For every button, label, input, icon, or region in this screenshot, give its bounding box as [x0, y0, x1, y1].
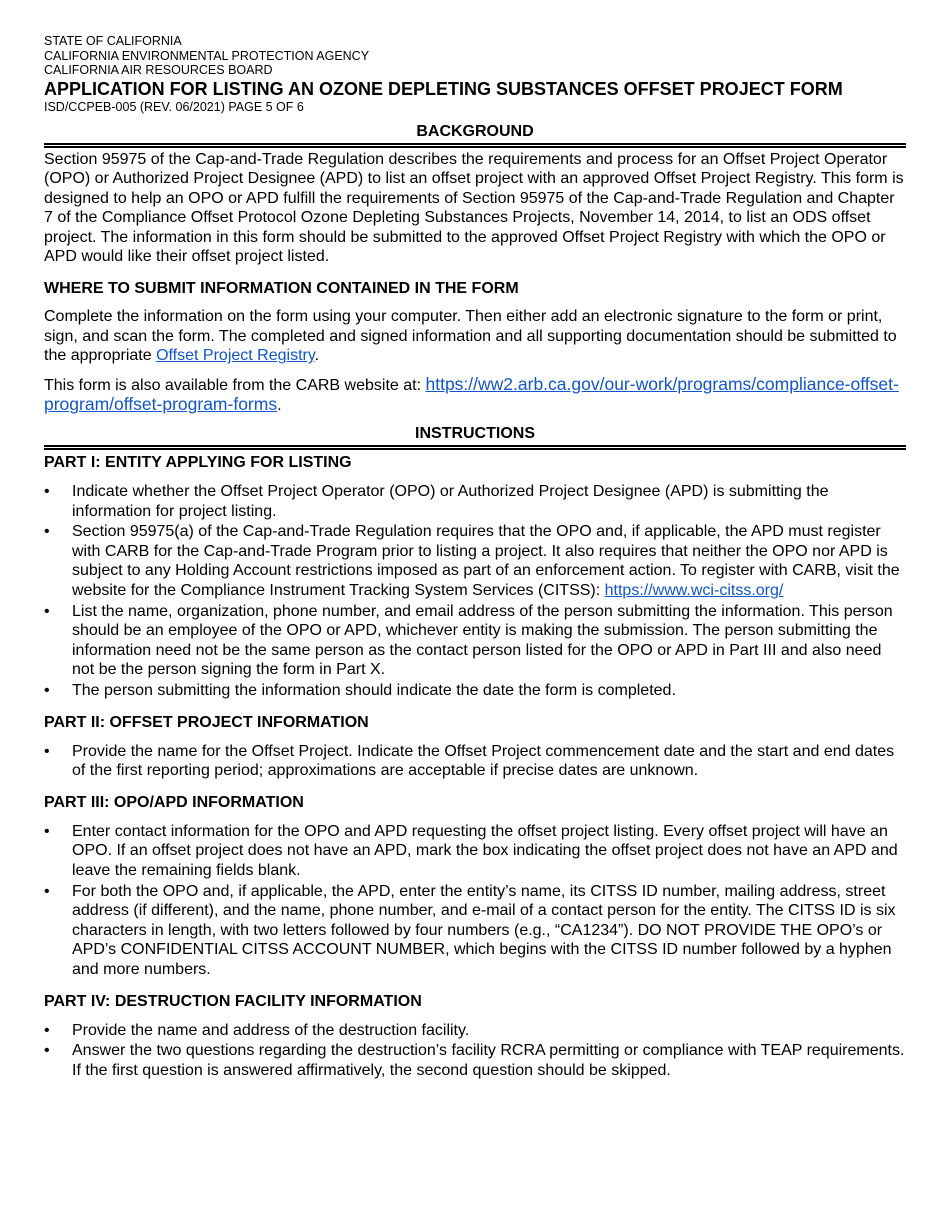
list-item [44, 681, 906, 701]
list-item [44, 1041, 906, 1080]
document-header [44, 34, 906, 114]
carb-website-link[interactable]: https://ww2.arb.ca.gov/our-work/programs/compliance-offset-program/offset-program-forms [44, 373, 899, 415]
bullet-icon: • [44, 1042, 50, 1060]
bullet-text: For both the OPO and, if applicable, the APD, enter the entity’s name, its CITSS ID number, mailing address, street address (if different), and the name, phone number, and e-mail of a contact person for the entity. The CITSS ID is six characters in length, with two letters followed by four numbers (e.g., “CA1234”). DO NOT PROVIDE THE OPO’s or APD’s CONFIDENTIAL CITSS ACCOUNT NUMBER, which begins with the CITSS ID number followed by a hyphen and more numbers. [72, 882, 896, 978]
bullet-icon: • [44, 882, 50, 900]
part3-list [44, 822, 906, 980]
header-board: CALIFORNIA AIR RESOURCES BOARD [44, 63, 273, 77]
bullet-text: Section 95975(a) of the Cap-and-Trade Regulation requires that the OPO and, if applicable, the APD must register with CARB for the Cap-and-Trade Program prior to listing a project. It also requires that neither the OPO nor APD is subject to any Holding Account restrictions imposed as part of an enforcement action. To register with CARB, visit the website for the Compliance Instrument Tracking System Services (CITSS): [72, 523, 900, 599]
bullet-icon: • [44, 1021, 50, 1039]
where-to-submit-heading: WHERE TO SUBMIT INFORMATION CONTAINED IN THE FORM [44, 280, 519, 298]
list-item [44, 522, 906, 600]
bullet-text: Answer the two questions regarding the destruction’s facility RCRA permitting or compliance with TEAP requirements. If the first question is answered affirmatively, the second question should be skipped. [72, 1042, 905, 1079]
part2-heading: PART II: OFFSET PROJECT INFORMATION [44, 713, 369, 731]
citss-link[interactable]: https://www.wci-citss.org/ [604, 582, 784, 599]
part4-heading: PART IV: DESTRUCTION FACILITY INFORMATION [44, 992, 422, 1010]
form-title: APPLICATION FOR LISTING AN OZONE DEPLETING SUBSTANCES OFFSET PROJECT FORM [44, 78, 843, 99]
part1-list [44, 482, 906, 701]
bullet-text: Provide the name and address of the destruction facility. [72, 1021, 470, 1039]
bullet-icon: • [44, 523, 50, 541]
carb-website-suffix: . [277, 397, 282, 415]
list-item [44, 742, 906, 781]
part2-list [44, 742, 906, 781]
list-item [44, 822, 906, 881]
list-item [44, 602, 906, 680]
bullet-text: List the name, organization, phone number, and email address of the person submitting the information. This person should be an employee of the OPO or APD, whichever entity is making the submission. The person submitting the information need not be the same person as the contact person listed for the OPO or APD in Part III and also need not be the person signing the form in Part X. [72, 602, 893, 679]
bullet-text: Enter contact information for the OPO and APD requesting the offset project listing. Every offset project will have an OPO. If an offset project does not have an APD, mark the box indicating the offset project does not have an APD and leave the remaining fields blank. [72, 822, 898, 879]
bullet-text: Provide the name for the Offset Project. Indicate the Offset Project commencement date and the start and end dates of the first reporting period; approximations are acceptable if precise dates are unknown. [72, 742, 895, 780]
where-to-submit-text [44, 307, 906, 366]
carb-website-text [44, 375, 906, 416]
bullet-icon: • [44, 742, 50, 760]
list-item [44, 482, 906, 521]
bullet-icon: • [44, 822, 50, 840]
form-id: ISD/CCPEB-005 (REV. 06/2021) PAGE 5 OF 6 [44, 99, 304, 114]
part3-heading: PART III: OPO/APD INFORMATION [44, 793, 304, 811]
bullet-text: Indicate whether the Offset Project Operator (OPO) or Authorized Project Designee (APD) is submitting the information for project listing. [72, 483, 829, 520]
offset-project-registry-link[interactable]: Offset Project Registry [156, 347, 315, 365]
where-to-submit-text-body: Complete the information on the form using your computer. Then either add an electronic signature to the form or print, sign, and scan the form. The completed and signed information and all supporting documentation should be submitted to the appropriate [44, 308, 897, 365]
background-text: Section 95975 of the Cap-and-Trade Regulation describes the requirements and process for an Offset Project Operator (OPO) or Authorized Project Designee (APD) to list an offset project with an approved Offset Project Registry. This form is designed to help an OPO or APD fulfill the requirements of Section 95975 of the Cap-and-Trade Regulation and Chapter 7 of the Compliance Offset Protocol Ozone Depleting Substances Projects, November 14, 2014, to list an ODS offset project. The information in this form should be submitted to the approved Offset Project Registry with which the OPO or APD would like their offset project listed. [44, 150, 904, 266]
list-item [44, 1021, 906, 1041]
bullet-text: The person submitting the information should indicate the date the form is completed. [72, 681, 676, 699]
part4-list [44, 1021, 906, 1081]
where-to-submit-text-end: . [314, 347, 320, 365]
carb-website-prefix: This form is also available from the CARB website at: [44, 376, 426, 394]
part1-heading: PART I: ENTITY APPLYING FOR LISTING [44, 454, 352, 472]
instructions-heading: INSTRUCTIONS [44, 424, 906, 450]
background-heading: BACKGROUND [44, 122, 906, 148]
header-state: STATE OF CALIFORNIA [44, 34, 182, 48]
list-item [44, 882, 906, 980]
bullet-icon: • [44, 681, 50, 699]
header-agency: CALIFORNIA ENVIRONMENTAL PROTECTION AGENCY [44, 48, 370, 63]
bullet-icon: • [44, 483, 50, 501]
bullet-icon: • [44, 602, 50, 620]
